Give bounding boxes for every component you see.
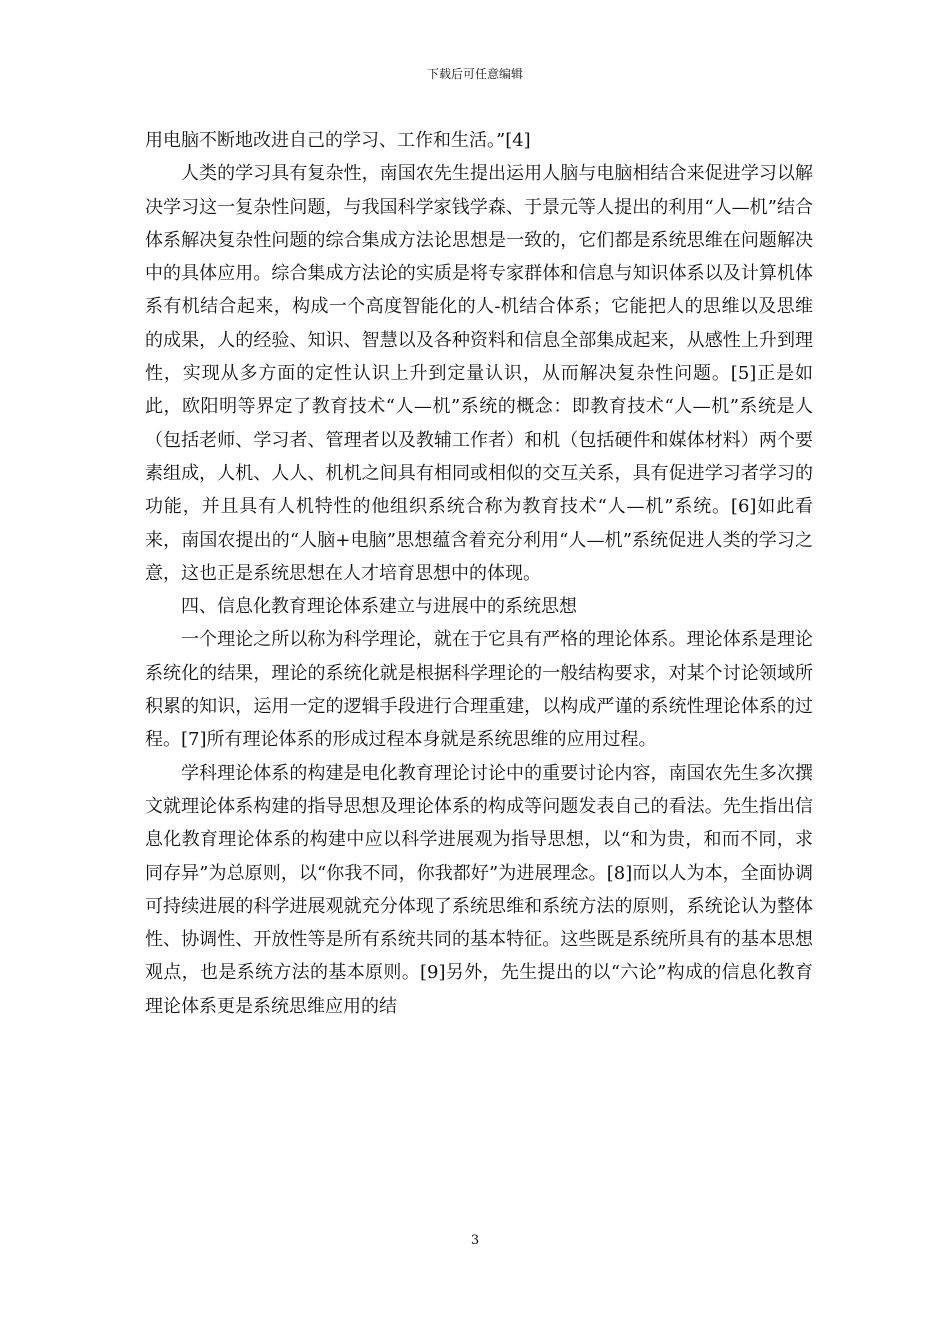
paragraph-learning-complexity: 人类的学习具有复杂性，南国农先生提出运用人脑与电脑相结合来促进学习以解决学习这一复杂性问题，与我国科学家钱学森、于景元等人提出的利用“人—机”结合体系解决复杂性问题的综合集成方法论思想是一致的，它们都是系统思维在问题解决中的具体应用。综合集成方法论的实质是将专家群体和信息与知识体系以及计算机体系有机结合起来，构成一个高度智能化的人-机结合体系；它能把人的思维以及思维的成果，人的经验、知识、智慧以及各种资料和信息全部集成起来，从感性上升到理性，实现从多方面的定性认识上升到定量认识，从而解决复杂性问题。[5]正是如此，欧阳明等界定了教育技术“人—机”系统的概念：即教育技术“人—机”系统是人（包括老师、学习者、管理者以及教辅工作者）和机（包括硬件和媒体材料）两个要素组成，人机、人人、机机之间具有相同或相似的交互关系，具有促进学习者学习的功能，并且具有人机特性的他组织系统合称为教育技术“人—机”系统。[6]如此看来，南国农提出的“人脑+电脑”思想蕴含着充分利用“人—机”系统促进人类的学习之意，这也正是系统思想在人才培育思想中的体现。 bbox=[145, 163, 813, 584]
page-number: 3 bbox=[470, 1233, 480, 1248]
page-header: 下载后可任意编辑 bbox=[426, 67, 523, 81]
body-text bbox=[145, 124, 813, 1023]
paragraph-theory-system: 一个理论之所以称为科学理论，就在于它具有严格的理论体系。理论体系是理论系统化的结果，理论的系统化就是根据科学理论的一般结构要求，对某个讨论领域所积累的知识，运用一定的逻辑手段进行合理重建，以构成严谨的系统性理论体系的过程。[7]所有理论体系的形成过程本身就是系统思维的应用过程。 bbox=[145, 629, 813, 751]
paragraph-continuation: 用电脑不断地改进自己的学习、工作和生活。”[4] bbox=[145, 130, 531, 151]
section-heading: 四、信息化教育理论体系建立与进展中的系统思想 bbox=[181, 596, 577, 618]
paragraph-discipline-theory: 学科理论体系的构建是电化教育理论讨论中的重要讨论内容，南国农先生多次撰文就理论体系构建的指导思想及理论体系的构成等问题发表自己的看法。先生指出信息化教育理论体系的构建中应以科学进展观为指导思想，以“和为贵，和而不同，求同存异”为总原则，以“你我不同，你我都好”为进展理念。[8]而以人为本，全面协调可持续进展的科学进展观就充分体现了系统思维和系统方法的原则，系统论认为整体性、协调性、开放性等是所有系统共同的基本特征。这些既是系统所具有的基本思想观点，也是系统方法的基本原则。[9]另外，先生提出的以“六论”构成的信息化教育理论体系更是系统思维应用的结 bbox=[145, 762, 813, 1017]
